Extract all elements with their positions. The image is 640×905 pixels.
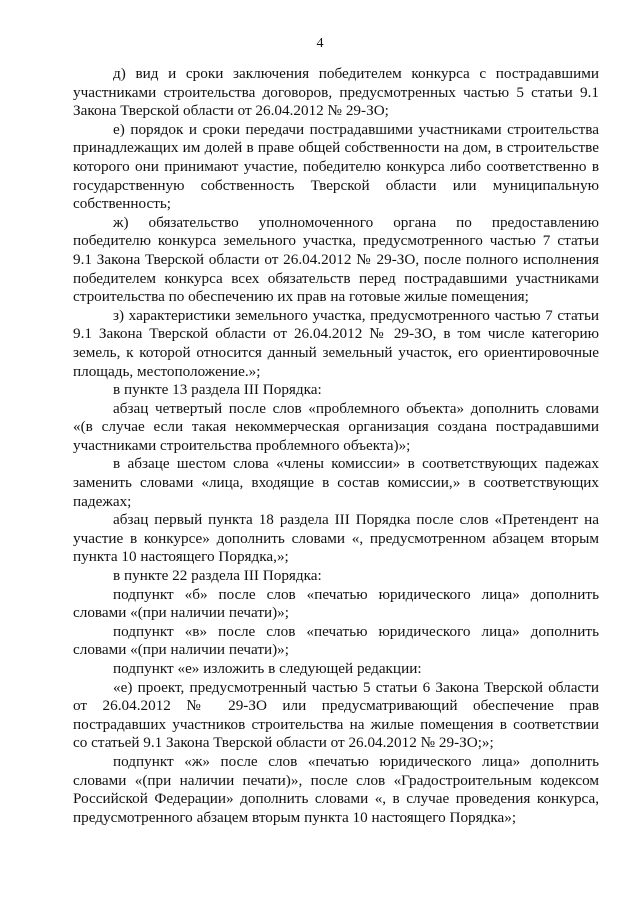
paragraph-subitem-z: з) характеристики земельного участка, предусмотренного частью 7 статьи 9.1 Закона Тверской области от 26.04.2012 № 29-ЗО, в том числе категорию земель, к которой относится данный земельный участок, его ориентировочные площадь, местоположение.»; (73, 306, 599, 380)
paragraph-point-18: абзац первый пункта 18 раздела III Порядка после слов «Претендент на участие в конкурсе» дополнить словами «, предусмотренном абзацем вторым пункта 10 настоящего Порядка,»; (73, 511, 599, 566)
paragraph-point-13-abzac-4: абзац четвертый после слов «проблемного объекта» дополнить словами «(в случае если такая некоммерческая организация создана пострадавшими участниками строительства проблемного объекта)»; (73, 399, 599, 454)
paragraph-point-22-b: подпункт «б» после слов «печатью юридического лица» дополнить словами «(при наличии печати)»; (73, 585, 599, 622)
paragraph-point-13-abzac-6: в абзаце шестом слова «члены комиссии» в соответствующих падежах заменить словами «лица, входящие в состав комиссии,» в соответствующих падежах; (73, 455, 599, 510)
paragraph-point-22-zh: подпункт «ж» после слов «печатью юридического лица» дополнить словами «(при наличии печати)», после слов «Градостроительным кодексом Российской Федерации» дополнить словами «, в случае проведения конкурса, предусмотренного абзацем вторым пункта 10 настоящего Порядка»; (73, 752, 599, 826)
paragraph-subitem-e: е) порядок и сроки передачи пострадавшими участниками строительства принадлежащих им долей в праве общей собственности на дом, в строительстве которого они принимают участие, победителю конкурса либо соответственно в государственную собственность Тверской области или муниципальную собственность; (73, 120, 599, 213)
paragraph-point-22-v: подпункт «в» после слов «печатью юридического лица» дополнить словами «(при наличии печати)»; (73, 622, 599, 659)
paragraph-point-22-e-intro: подпункт «е» изложить в следующей редакции: (113, 660, 422, 677)
paragraph-point-22-intro: в пункте 22 раздела III Порядка: (113, 567, 322, 585)
document-body (73, 65, 599, 827)
paragraph-subitem-zh: ж) обязательство уполномоченного органа по предоставлению победителю конкурса земельного участка, предусмотренного частью 7 статьи 9.1 Закона Тверской области от 26.04.2012 № 29-ЗО, после полного исполнения победителем конкурса всех обязательств перед пострадавшими участниками строительства по обеспечению их прав на готовые жилые помещения; (73, 213, 599, 306)
page-number: 4 (316, 36, 324, 51)
paragraph-point-13-intro: в пункте 13 раздела III Порядка: (113, 381, 322, 399)
paragraph-subitem-d: д) вид и сроки заключения победителем конкурса с пострадавшими участниками строительства договоров, предусмотренных частью 5 статьи 9.1 Закона Тверской области от 26.04.2012 № 29-ЗО; (73, 65, 599, 120)
paragraph-point-22-e-text: «е) проект, предусмотренный частью 5 статьи 6 Закона Тверской области от 26.04.2012 № 29-ЗО или предусматривающий обеспечение прав пострадавших участников строительства на жилые помещения в соответствии со статьей 9.1 Закона Тверской области от 26.04.2012 № 29-ЗО;»; (73, 678, 599, 752)
